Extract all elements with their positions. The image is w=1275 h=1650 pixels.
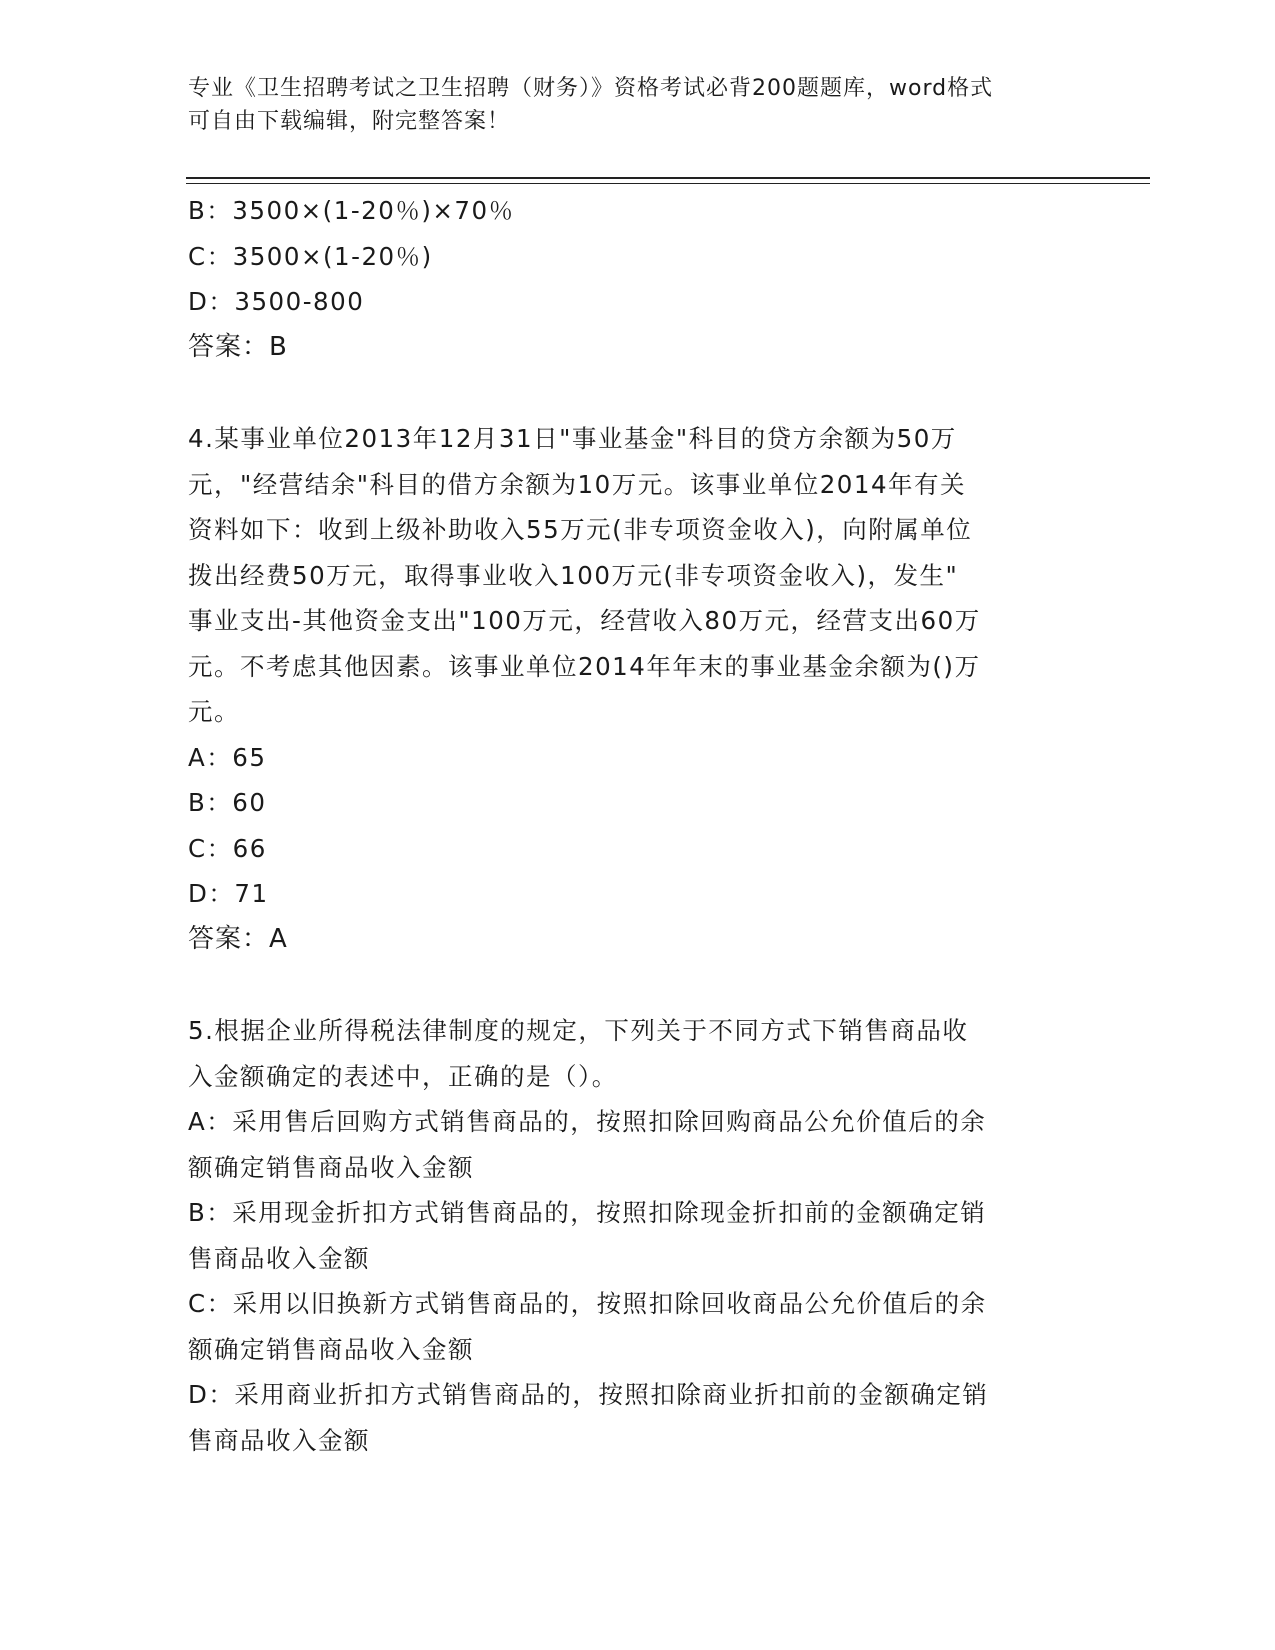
- option-b: B：60: [188, 788, 267, 817]
- question-text-line: 资料如下：收到上级补助收入55万元(非专项资金收入)，向附属单位: [188, 515, 973, 544]
- header-line-1: 专业《卫生招聘考试之卫生招聘（财务）》资格考试必背200题题库，word格式: [188, 76, 994, 101]
- question-text-line: 拨出经费50万元，取得事业收入100万元(非专项资金收入)，发生": [188, 560, 959, 590]
- question-text-line: 元。: [188, 697, 240, 726]
- question-text-line: 5.根据企业所得税法律制度的规定，下列关于不同方式下销售商品收: [188, 1016, 969, 1045]
- option-a: A：采用售后回购方式销售商品的，按照扣除回购商品公允价值后的余: [188, 1107, 987, 1136]
- option-c: C：3500×(1-20％): [188, 241, 433, 271]
- question-3: [188, 188, 1078, 370]
- header-rule-thick: [186, 177, 1150, 179]
- spacer: [188, 370, 1078, 416]
- question-text-line: 4.某事业单位2013年12月31日"事业基金"科目的贷方余额为50万: [188, 424, 957, 453]
- option-c-continued: 额确定销售商品收入金额: [188, 1334, 474, 1364]
- document-body: [188, 188, 1078, 1463]
- option-d-continued: 售商品收入金额: [188, 1425, 370, 1455]
- question-text-line: 元。不考虑其他因素。该事业单位2014年年末的事业基金余额为()万: [188, 651, 981, 681]
- option-b-continued: 售商品收入金额: [188, 1243, 370, 1273]
- option-d: D：采用商业折扣方式销售商品的，按照扣除商业折扣前的金额确定销: [188, 1380, 989, 1409]
- question-text-line: 元，"经营结余"科目的借方余额为10万元。该事业单位2014年有关: [188, 469, 967, 499]
- option-a: A：65: [188, 742, 267, 772]
- option-c: C：66: [188, 833, 267, 863]
- option-b: B：采用现金折扣方式销售商品的，按照扣除现金折扣前的金额确定销: [188, 1198, 987, 1227]
- header-rule-thin: [186, 183, 1150, 184]
- document-header: [188, 72, 1068, 138]
- question-text-line: 事业支出-其他资金支出"100万元，经营收入80万元，经营支出60万: [188, 606, 981, 635]
- answer: 答案：A: [188, 923, 288, 954]
- spacer: [188, 962, 1078, 1008]
- option-b: B：3500×(1-20％)×70％: [188, 196, 515, 225]
- question-5: [188, 1008, 1078, 1463]
- header-line-2: 可自由下载编辑，附完整答案！: [188, 109, 511, 134]
- option-a-continued: 额确定销售商品收入金额: [188, 1152, 474, 1182]
- answer: 答案：B: [188, 331, 288, 362]
- question-text-line: 入金额确定的表述中，正确的是（）。: [188, 1061, 618, 1091]
- option-d: D：3500-800: [188, 287, 365, 316]
- question-4: [188, 416, 1078, 962]
- option-d: D：71: [188, 879, 269, 908]
- option-c: C：采用以旧换新方式销售商品的，按照扣除回收商品公允价值后的余: [188, 1289, 987, 1318]
